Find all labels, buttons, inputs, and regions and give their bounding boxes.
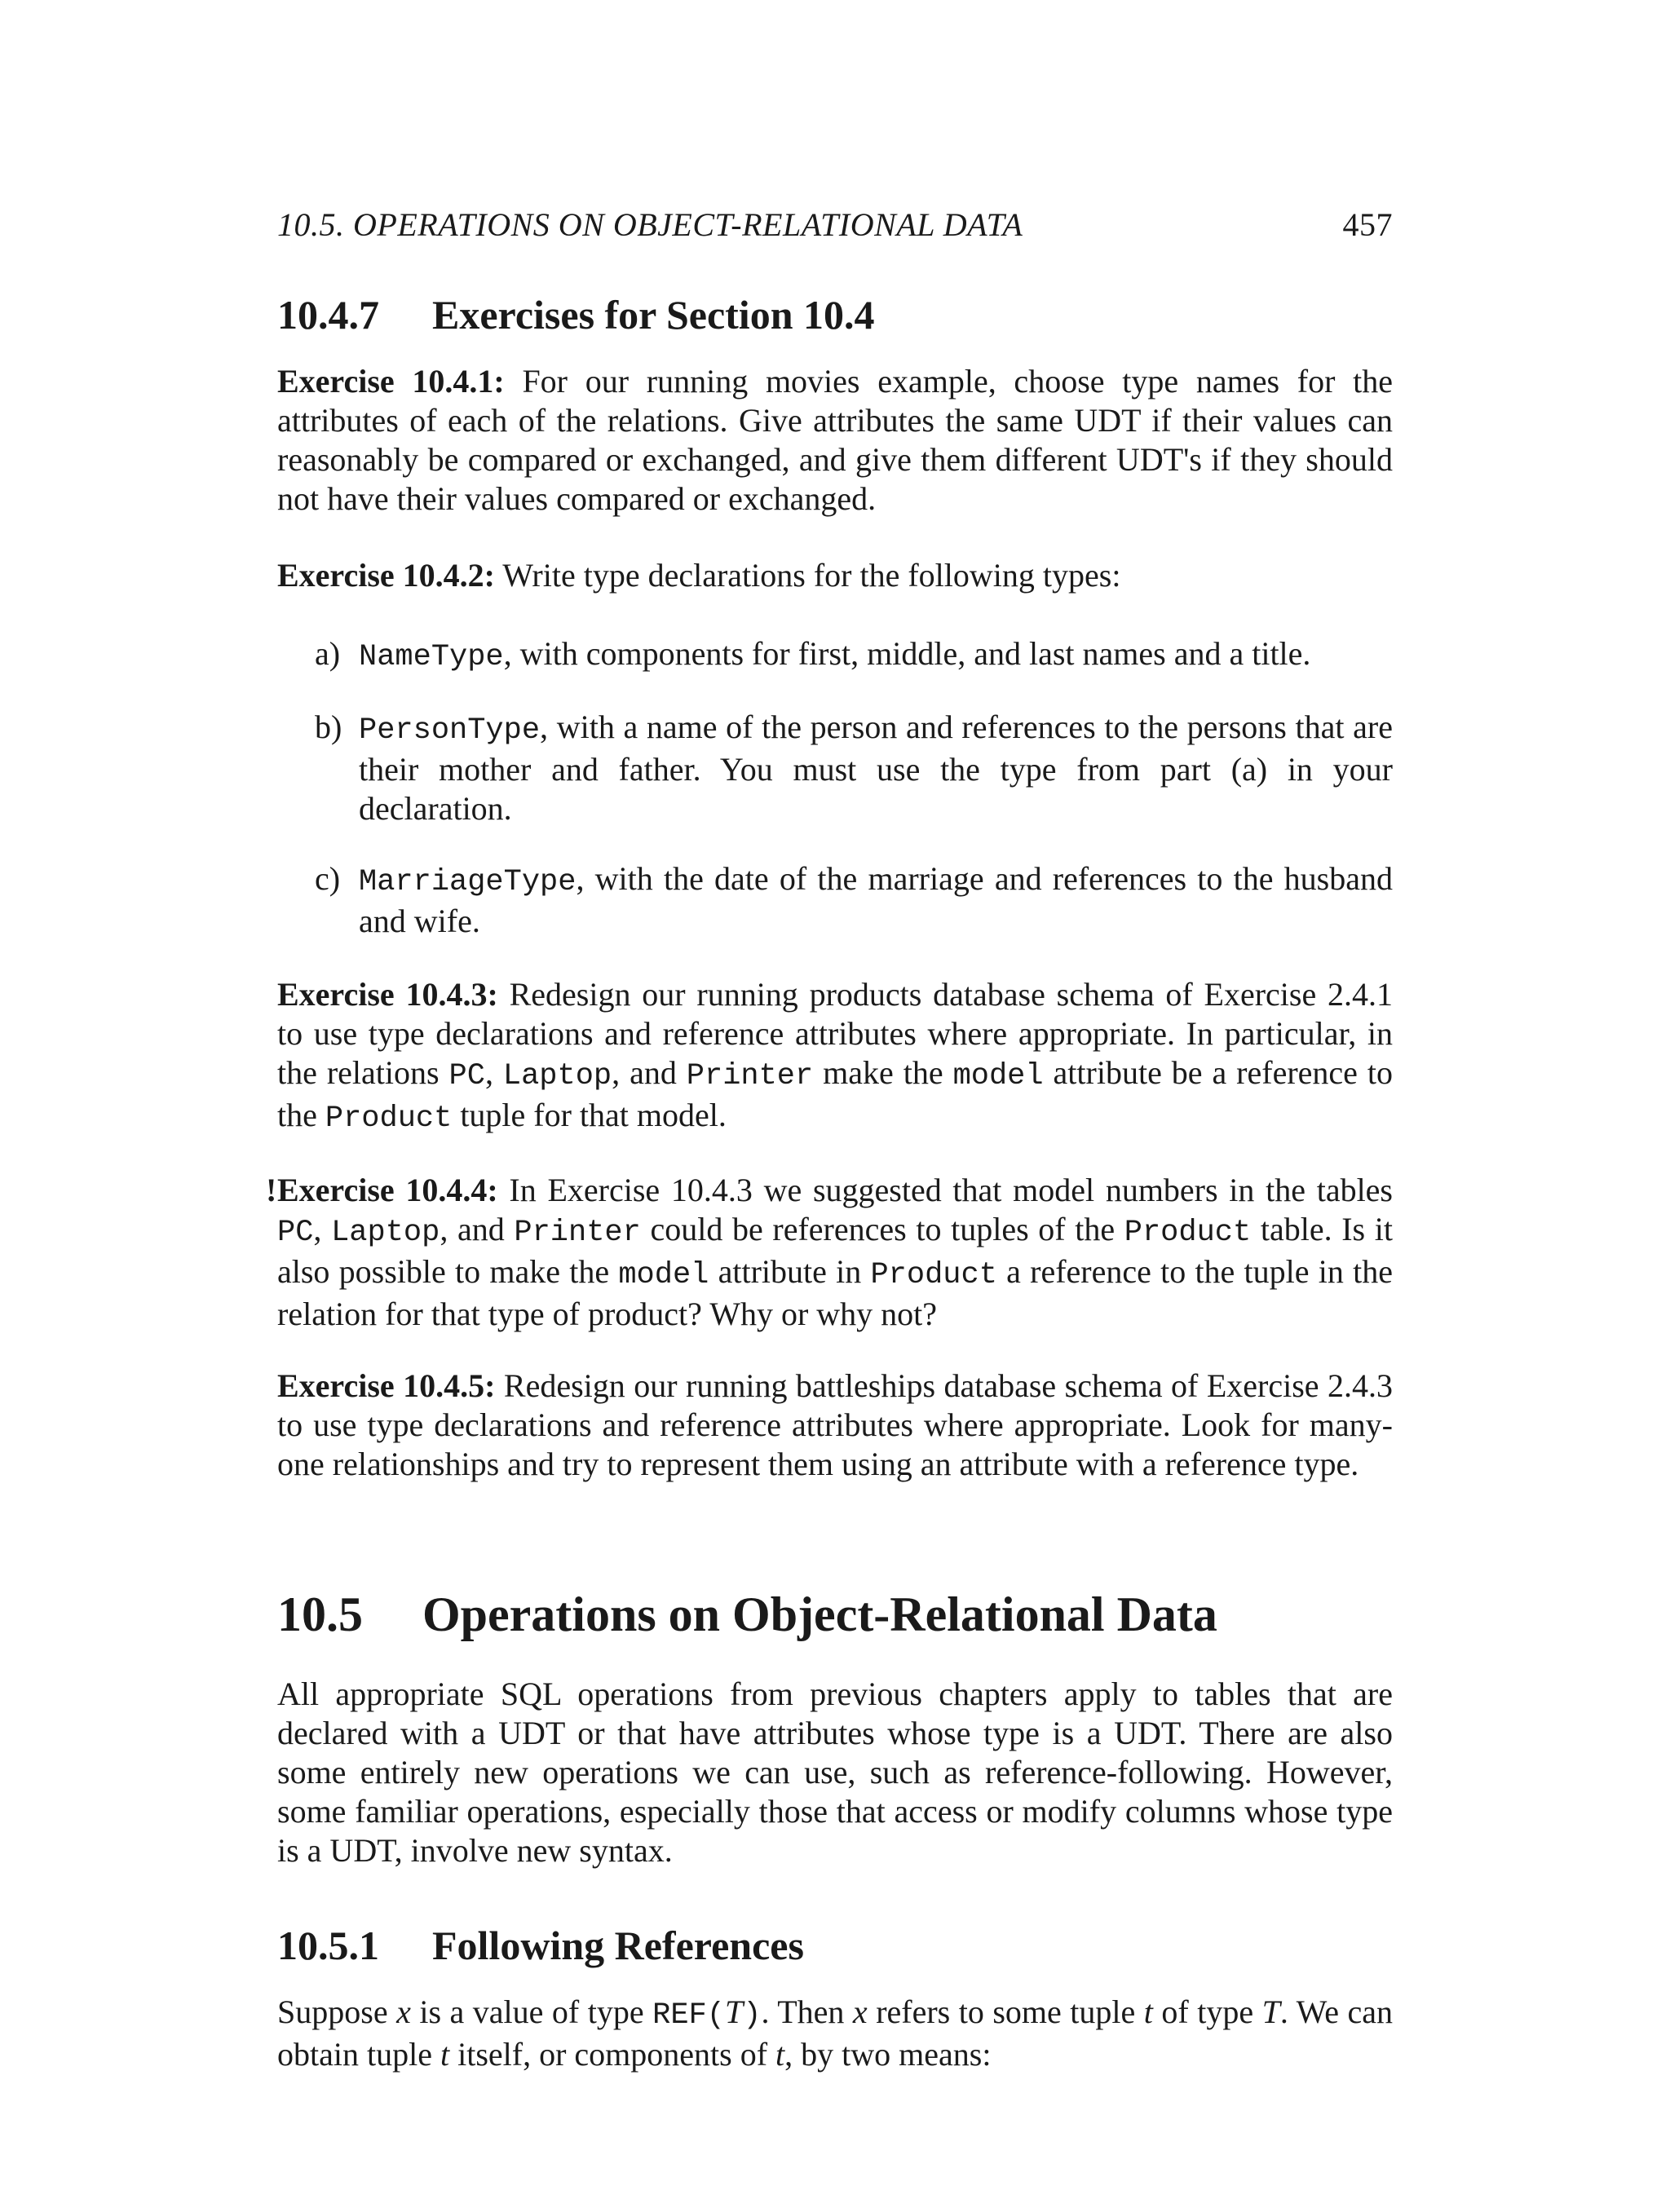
exercise-label: Exercise 10.4.1:	[277, 363, 505, 400]
subsection-title: Exercises for Section 10.4	[432, 292, 875, 338]
exercise-10-4-4	[266, 1171, 1394, 1334]
text-fragment: make the	[813, 1054, 953, 1091]
exercise-text: Write type declarations for the following types:	[502, 557, 1121, 594]
text-fragment: table. Is it also possible to make the	[277, 1211, 1393, 1290]
running-head-title: 10.5. OPERATIONS ON OBJECT-RELATIONAL DATA	[277, 206, 1023, 243]
exercise-label: Exercise 10.4.4:	[277, 1172, 498, 1208]
section-title: Operations on Object-Relational Data	[422, 1587, 1217, 1641]
math-var: x	[852, 1993, 868, 2030]
text-fragment: is a value of type	[410, 1993, 653, 2030]
subsection-number: 10.5.1	[277, 1923, 379, 1968]
text-fragment: Suppose	[277, 1993, 397, 2030]
item-code: NameType	[359, 640, 504, 674]
exercise-10-4-3	[277, 975, 1393, 1138]
code-ref: REF(	[652, 1998, 725, 2033]
item-text: , with the date of the marriage and references to the husband and wife.	[359, 860, 1393, 939]
section-intro-paragraph	[277, 1675, 1393, 1870]
code-product: Product	[870, 1258, 997, 1292]
running-head	[277, 205, 1393, 244]
text-fragment: Redesign our running products database schema of Exercise 2.4.1 to use type declarations and reference attributes where appropriate. In particular, in the relations	[277, 976, 1394, 1091]
text-fragment: could be references to tuples of the	[640, 1211, 1124, 1247]
difficulty-mark: !	[266, 1172, 277, 1208]
subsection-heading-exercises	[277, 290, 875, 339]
code-model: model	[618, 1258, 709, 1292]
code-printer: Printer	[686, 1059, 814, 1093]
item-code: PersonType	[359, 713, 541, 748]
text-fragment: attribute be a reference to the	[277, 1054, 1393, 1133]
math-var: T	[1261, 1993, 1280, 2030]
section-heading	[277, 1585, 1217, 1644]
item-marker: a)	[315, 635, 341, 672]
math-var: T	[724, 1993, 744, 2030]
text-fragment: , and	[612, 1054, 687, 1091]
page	[266, 0, 1394, 2212]
text-fragment: , by two means:	[784, 2036, 992, 2073]
text-fragment: ,	[313, 1211, 332, 1247]
text-fragment: In Exercise 10.4.3 we suggested that model numbers in the tables	[509, 1172, 1394, 1208]
subsection-heading-following-references	[277, 1921, 804, 1970]
subsection-number: 10.4.7	[277, 292, 379, 338]
exercise-text: Redesign our running battleships database schema of Exercise 2.4.3 to use type declarations and reference attributes where appropriate. Look for many-one relationships and try to represent them using an attribute with a reference type.	[277, 1367, 1393, 1482]
exercise-label: Exercise 10.4.3:	[277, 976, 498, 1013]
text-fragment: itself, or components of	[449, 2036, 776, 2073]
text-fragment: a reference to the tuple in the relation for that type of product? Why or why not?	[277, 1253, 1393, 1332]
item-marker: b)	[315, 709, 342, 745]
list-item-a	[315, 634, 1393, 677]
exercise-label: Exercise 10.4.5:	[277, 1367, 496, 1404]
text-fragment: ,	[484, 1054, 503, 1091]
code-ref-close: )	[743, 1998, 762, 2033]
code-product: Product	[325, 1102, 453, 1136]
math-var: t	[440, 2036, 450, 2073]
paragraph-text: All appropriate SQL operations from previous chapters apply to tables that are declared with a UDT or that have attributes whose type is a UDT. There are also some entirely new operations we can use, such as reference-following. However, some familiar operations, especially those that access or modify columns whose type is a UDT, involve new syntax.	[277, 1676, 1393, 1869]
code-laptop: Laptop	[331, 1216, 440, 1250]
text-fragment: tuple for that model.	[452, 1097, 727, 1133]
section-number: 10.5	[277, 1587, 363, 1641]
code-pc: PC	[448, 1059, 485, 1093]
math-var: x	[396, 1993, 411, 2030]
item-text: , with a name of the person and references to the persons that are their mother and father. You must use the type from part (a) in your declaration.	[359, 709, 1393, 827]
page-number: 457	[1342, 206, 1393, 243]
code-product: Product	[1124, 1216, 1252, 1250]
code-model: model	[952, 1059, 1044, 1093]
item-text: , with components for first, middle, and last names and a title.	[503, 635, 1311, 672]
text-fragment: . We can obtain tuple	[277, 1993, 1393, 2073]
text-fragment: , and	[440, 1211, 515, 1247]
exercise-10-4-1	[277, 362, 1393, 519]
text-fragment: attribute in	[709, 1253, 871, 1290]
code-printer: Printer	[514, 1216, 641, 1250]
list-item-c	[315, 859, 1393, 941]
text-fragment: of type	[1152, 1993, 1262, 2030]
code-laptop: Laptop	[502, 1059, 612, 1093]
text-fragment: . Then	[761, 1993, 853, 2030]
math-var: t	[1143, 1993, 1153, 2030]
exercise-10-4-5	[277, 1366, 1393, 1484]
exercise-text: For our running movies example, choose type names for the attributes of each of the relations. Give attributes the same UDT if their values can reasonably be compared or exchanged, and give them different UDT's if they should not have their values compared or exchanged.	[277, 363, 1393, 517]
list-item-b	[315, 708, 1393, 828]
item-code: MarriageType	[359, 865, 577, 899]
math-var: t	[775, 2036, 785, 2073]
code-pc: PC	[277, 1216, 314, 1250]
subsection-title: Following References	[432, 1923, 804, 1968]
item-marker: c)	[315, 860, 341, 897]
following-references-paragraph	[277, 1993, 1393, 2074]
text-fragment: refers to some tuple	[867, 1993, 1144, 2030]
exercise-10-4-2	[277, 556, 1393, 595]
exercise-label: Exercise 10.4.2:	[277, 557, 495, 594]
